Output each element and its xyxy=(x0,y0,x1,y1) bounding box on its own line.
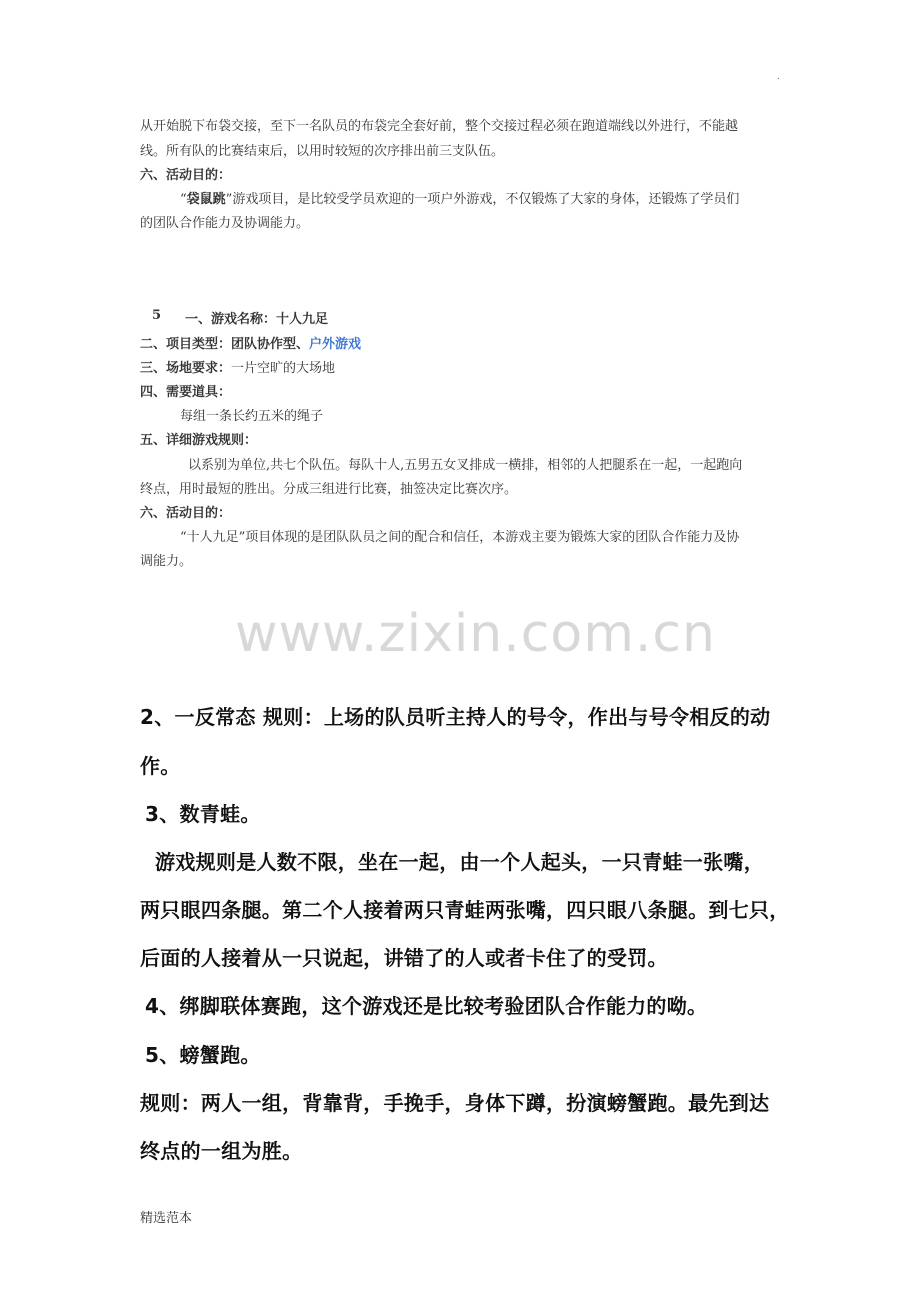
item-title: 5、螃蟹跑。 xyxy=(145,1043,261,1067)
text-line xyxy=(180,188,739,207)
text-line: 终点的一组为胜。 xyxy=(140,1139,303,1163)
text-line: 从开始脱下布袋交接，至下一名队员的布袋完全套好前，整个交接过程必须在跑道端线以外进行，不能越 xyxy=(140,119,739,134)
text-line: 规则：两人一组，背靠背，手挽手，身体下蹲，扮演螃蟹跑。最先到达 xyxy=(140,1091,770,1115)
section-heading: 六、活动目的： xyxy=(140,168,232,183)
text-line: 游戏规则是人数不限，坐在一起，由一个人起头，一只青蛙一张嘴， xyxy=(155,850,764,874)
section-heading: 四、需要道具： xyxy=(140,385,232,400)
page-footer: 精选范本 xyxy=(140,1211,193,1226)
text-line: 每组一条长约五米的绳子 xyxy=(180,409,324,424)
text-line: 两只眼四条腿。第二个人接着两只青蛙两张嘴，四只眼八条腿。到七只， xyxy=(140,898,790,922)
text-line: 后面的人接着从一只说起，讲错了的人或者卡住了的受罚。 xyxy=(140,946,668,970)
text-line: 作。 xyxy=(140,754,181,778)
text-line: 以系别为单位,共七个队伍。每队十人,五男五女叉排成一横排，相邻的人把腿系在一起，一起跑向 xyxy=(188,458,743,473)
text-line: 的团队合作能力及协调能力。 xyxy=(140,216,310,231)
section-heading: 二、项目类型：团队协作型、 xyxy=(140,337,310,352)
text-line xyxy=(140,357,335,376)
text-fragment: ”游戏项目，是比较受学员欢迎的一项户外游戏，不仅锻炼了大家的身体，还锻炼了学员们 xyxy=(225,192,740,207)
watermark: www.zixin.com.cn xyxy=(235,604,716,664)
text-line: 线。所有队的比赛结束后，以用时较短的次序排出前三支队伍。 xyxy=(140,144,505,159)
section-heading: 三、场地要求： xyxy=(140,361,232,376)
text-line: 终点，用时最短的胜出。分成三组进行比赛，抽签决定比赛次序。 xyxy=(140,482,518,497)
quote-mark: “ xyxy=(180,192,187,207)
text-line xyxy=(140,333,361,352)
text-line: 4、绑脚联体赛跑，这个游戏还是比较考验团队合作能力的呦。 xyxy=(145,994,708,1018)
section-heading: 六、活动目的： xyxy=(140,506,232,521)
header-dot: . xyxy=(777,72,780,82)
text-fragment: 一片空旷的大场地 xyxy=(231,361,336,376)
text-line: 2、一反常态 规则：上场的队员听主持人的号令，作出与号令相反的动 xyxy=(140,705,771,729)
item-title: 3、数青蛙。 xyxy=(145,802,261,826)
section-heading: 一、游戏名称：十人九足 xyxy=(185,312,329,327)
section-heading: 五、详细游戏规则： xyxy=(140,433,258,448)
text-line: “十人九足”项目体现的是团队队员之间的配合和信任，本游戏主要为锻炼大家的团队合作能力及协 xyxy=(180,530,740,545)
outdoor-games-link[interactable]: 户外游戏 xyxy=(309,337,362,352)
text-line: 调能力。 xyxy=(140,554,193,569)
game-name: 袋鼠跳 xyxy=(186,192,226,207)
game-number: 5 xyxy=(152,308,162,323)
